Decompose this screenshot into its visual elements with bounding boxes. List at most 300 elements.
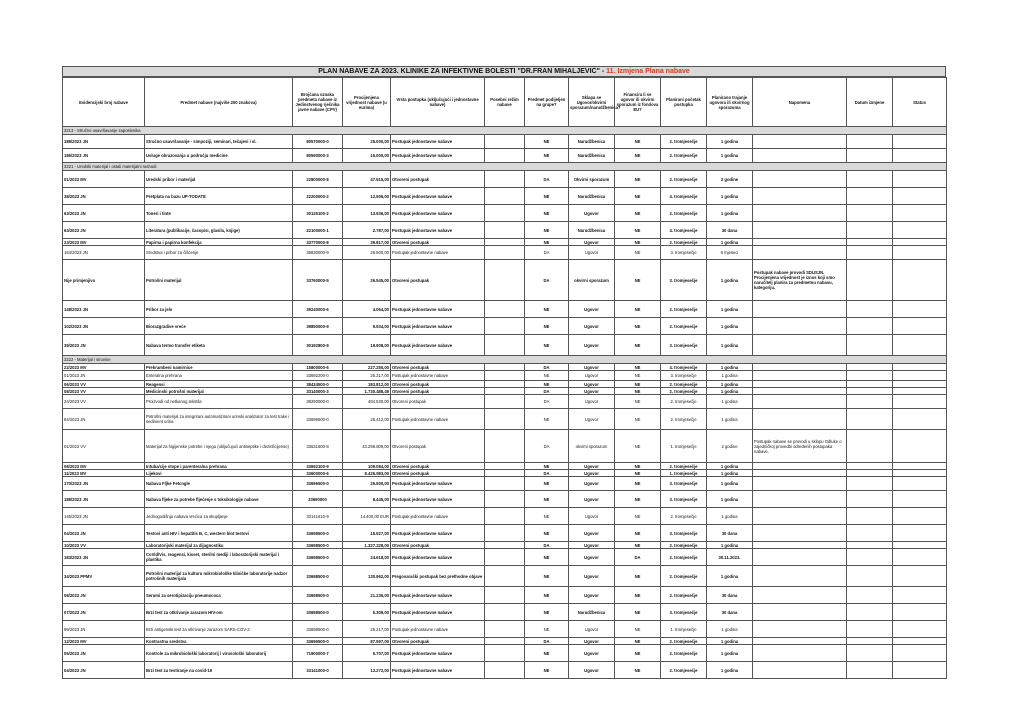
table-cell — [847, 239, 893, 246]
table-cell: Ugovor — [569, 566, 615, 587]
table-cell: Uredski pribor i materijal — [145, 171, 293, 188]
table-cell: NE — [615, 587, 661, 604]
table-cell: NE — [525, 587, 569, 604]
table-cell: Kontrastna sredstva — [145, 638, 293, 645]
table-cell: Literatura (publikacije, časopisi, glasila, knjige) — [145, 222, 293, 239]
table-cell — [893, 477, 947, 491]
table-cell — [893, 470, 947, 477]
table-cell: Postupak jednostavne nabave — [391, 477, 485, 491]
table-cell: NE — [615, 508, 661, 525]
table-cell: Serumi za serotipizaciju pneumococa — [145, 587, 293, 604]
table-cell: 1 godina — [707, 381, 753, 388]
table-cell: Otvoreni postupak — [391, 395, 485, 409]
table-cell: 5.309,00 — [343, 604, 391, 621]
table-cell: 30 dana — [707, 604, 753, 621]
table-row — [63, 430, 947, 463]
table-cell: Papirna i papirna konfekcija — [145, 239, 293, 246]
table-cell: 2. tromjesečje — [661, 587, 707, 604]
table-cell — [485, 246, 525, 260]
table-cell: NE — [525, 645, 569, 662]
table-cell: 39/2023 JN — [63, 335, 145, 356]
table-cell: Biorazgradive vreće — [145, 318, 293, 335]
table-cell — [893, 171, 947, 188]
table-cell: NE — [615, 604, 661, 621]
table-cell — [485, 549, 525, 566]
table-cell: Laboratorijski materijal za dijagnostiku — [145, 542, 293, 549]
table-cell: Narudžbenica — [569, 135, 615, 149]
table-cell: Ugovor — [569, 491, 615, 508]
table-cell — [485, 149, 525, 163]
table-cell: 3. tromjesečje — [661, 477, 707, 491]
table-cell — [753, 222, 847, 239]
column-header: Status — [893, 78, 947, 127]
table-cell: 33140000-3 — [293, 388, 343, 395]
table-row — [63, 508, 947, 525]
table-cell: 30192800-9 — [293, 335, 343, 356]
table-cell: Postupak nabave se provodi u sklopu Odluke o zajedničkoj provedbi određenih postupaka nabave. — [753, 430, 847, 463]
table-cell: 145/2023 JN — [63, 508, 145, 525]
table-cell: 19.908,00 — [343, 335, 391, 356]
column-header: Planirani početak postupka — [661, 78, 707, 127]
table-cell — [893, 371, 947, 381]
table-cell: NE — [615, 301, 661, 318]
table-cell: 06/2023 VV — [63, 381, 145, 388]
table-cell: Otvoreni postupak — [391, 260, 485, 301]
table-cell — [485, 260, 525, 301]
table-cell — [893, 587, 947, 604]
table-cell: 1 godina — [707, 542, 753, 549]
table-cell: Narudžbenica — [569, 604, 615, 621]
table-cell: 109.084,00 — [343, 463, 391, 470]
table-cell: Ugovor — [569, 246, 615, 260]
table-cell: 1 godina — [707, 205, 753, 222]
table-cell: Ugovor — [569, 335, 615, 356]
table-cell: Ugovor — [569, 549, 615, 566]
table-cell: NE — [525, 409, 569, 430]
table-cell — [485, 566, 525, 587]
table-cell: 188/2023 JN — [63, 491, 145, 508]
table-cell: 34/2023 PPMV — [63, 566, 145, 587]
header-row — [63, 78, 947, 127]
table-cell — [485, 470, 525, 477]
table-cell: 3. tromjesečje — [661, 246, 707, 260]
table-cell — [847, 318, 893, 335]
table-cell: DA — [525, 364, 569, 371]
table-row — [63, 301, 947, 318]
table-cell: 33698500-0 — [293, 587, 343, 604]
table-cell: 22800000-8 — [293, 171, 343, 188]
table-cell — [485, 371, 525, 381]
table-cell: 26.500,00 — [343, 246, 391, 260]
table-cell: NE — [525, 371, 569, 381]
table-row — [63, 463, 947, 470]
table-cell: 33698500-0 — [293, 549, 343, 566]
table-cell: NE — [615, 491, 661, 508]
table-cell — [753, 318, 847, 335]
table-cell: 33770000-8 — [293, 239, 343, 246]
table-cell: 8.445,00 — [343, 491, 391, 508]
table-cell — [753, 587, 847, 604]
table-cell: Nabava Fljke Fetcngle — [145, 477, 293, 491]
table-cell: NE — [615, 638, 661, 645]
table-cell — [893, 566, 947, 587]
table-cell: Proizvodi od netkanog tekstila — [145, 395, 293, 409]
table-cell: Postupak jednostavne nabave — [391, 409, 485, 430]
table-cell: 33690000 — [293, 491, 343, 508]
table-cell — [485, 604, 525, 621]
table-cell: NE — [615, 135, 661, 149]
table-cell: Reagensi — [145, 381, 293, 388]
table-cell: Narudžbenica — [569, 188, 615, 205]
table-cell — [893, 621, 947, 638]
table-cell: Postupak jednostavne nabave — [391, 371, 485, 381]
table-cell: 26.412,00 — [343, 409, 391, 430]
table-cell — [485, 318, 525, 335]
title-main: PLAN NABAVE ZA 2023. KLINIKE ZA INFEKTIVNE BOLESTI "DR.FRAN MIHALJEVIĆ" - — [318, 68, 607, 75]
table-cell: 39290000-0 — [293, 395, 343, 409]
table-cell: 1.327.228,00 — [343, 542, 391, 549]
table-cell: 2. tromjesečje — [661, 409, 707, 430]
table-cell: Postupak jednostavne nabave — [391, 301, 485, 318]
table-cell — [485, 638, 525, 645]
table-cell: NE — [525, 491, 569, 508]
table-cell: 26.545,00 — [343, 260, 391, 301]
table-cell: NE — [525, 188, 569, 205]
table-cell: 2. tromjesečje — [661, 381, 707, 388]
table-cell: NE — [615, 239, 661, 246]
table-cell — [847, 587, 893, 604]
table-cell: 14.400,00 EUR — [343, 508, 391, 525]
table-cell: Otvoreni postupak — [391, 463, 485, 470]
table-cell: Ugovor — [569, 645, 615, 662]
page-title — [62, 66, 946, 77]
table-cell: Toneri i tinte — [145, 205, 293, 222]
table-cell — [893, 149, 947, 163]
table-cell — [485, 135, 525, 149]
table-cell: 43.296.809,00 — [343, 430, 391, 463]
table-cell — [485, 662, 525, 679]
table-cell: Otvoreni postupak — [391, 430, 485, 463]
table-cell: Postupak jednostavne nabave — [391, 149, 485, 163]
table-cell: 3. tromjesečje — [661, 491, 707, 508]
table-cell — [753, 604, 847, 621]
table-cell: Ugovor — [569, 388, 615, 395]
table-cell: Brzi test za otkrivanje zarazom HIV-om — [145, 604, 293, 621]
table-cell — [753, 364, 847, 371]
table-cell: 2. tromjesečje — [661, 395, 707, 409]
table-cell — [893, 205, 947, 222]
table-cell: DA — [525, 430, 569, 463]
table-cell — [847, 463, 893, 470]
table-cell: 24/2023 VV — [63, 395, 145, 409]
table-cell: 13.272,00 — [343, 662, 391, 679]
table-row — [63, 135, 947, 149]
table-cell: NE — [525, 135, 569, 149]
table-cell: 8.426.983,00 — [343, 470, 391, 477]
table-cell: NE — [615, 477, 661, 491]
table-cell — [753, 246, 847, 260]
table-cell: 186/2023 JN — [63, 149, 145, 163]
table-cell: 2.787,00 — [343, 222, 391, 239]
table-cell: 183/2023 JN — [63, 549, 145, 566]
table-cell: Nabava fljeke za potrebe fljećenje s toksikologije nabave — [145, 491, 293, 508]
table-cell: Otvoreni postupak — [391, 364, 485, 371]
table-cell — [893, 388, 947, 395]
table-cell: 12.506,00 — [343, 188, 391, 205]
table-row — [63, 645, 947, 662]
table-cell — [753, 388, 847, 395]
table-cell: NE — [525, 205, 569, 222]
table-cell — [753, 508, 847, 525]
section-title: 3213 - Stručno usavršavanje zaposlenika — [63, 127, 947, 135]
table-cell: NE — [525, 381, 569, 388]
table-cell — [893, 662, 947, 679]
table-cell — [847, 335, 893, 356]
table-cell: Prehrambeni namirnice — [145, 364, 293, 371]
table-cell: 3. tromjesečje — [661, 371, 707, 381]
table-cell: Ugovor — [569, 381, 615, 388]
table-cell: Pregovarački postupak bez prethodne objave — [391, 566, 485, 587]
table-cell: 01/2023 VV — [63, 430, 145, 463]
table-cell: Postupak jednostavne nabave — [391, 604, 485, 621]
table-cell — [485, 381, 525, 388]
table-cell — [893, 508, 947, 525]
table-cell — [753, 491, 847, 508]
table-cell — [847, 188, 893, 205]
section-row — [63, 127, 947, 135]
table-cell: Ugovor — [569, 621, 615, 638]
table-cell: Ugovor — [569, 239, 615, 246]
table-cell: NE — [525, 463, 569, 470]
table-cell: NE — [615, 381, 661, 388]
section-title: 3222 - Materijal i sirovine — [63, 356, 947, 364]
table-cell — [893, 239, 947, 246]
table-cell: Narudžbenica — [569, 222, 615, 239]
column-header: Posebni režim nabave — [485, 78, 525, 127]
table-cell: 25.500,00 — [343, 477, 391, 491]
table-cell — [485, 587, 525, 604]
table-cell: 1 godina — [707, 395, 753, 409]
table-row — [63, 388, 947, 395]
table-cell: 102/2023 JN — [63, 318, 145, 335]
table-cell: 30.11.2023. — [707, 549, 753, 566]
table-cell: Postupak jednostavne nabave — [391, 318, 485, 335]
table-cell — [847, 525, 893, 542]
table-cell: 11/2023 MV — [63, 470, 145, 477]
table-cell: 71900000-7 — [293, 645, 343, 662]
table-cell: Kontrole za mikrobiološki laboratorij i virusološki laboratorij — [145, 645, 293, 662]
table-cell: NE — [615, 470, 661, 477]
table-row — [63, 566, 947, 587]
table-cell: 2. tromjesečje — [661, 508, 707, 525]
table-cell: 15.000,00 — [343, 149, 391, 163]
table-cell: 24.618,00 — [343, 549, 391, 566]
table-cell — [893, 604, 947, 621]
table-cell: 38434500-0 — [293, 381, 343, 388]
table-cell — [753, 395, 847, 409]
table-cell: NE — [615, 395, 661, 409]
table-cell: 4. tromjesečje — [661, 364, 707, 371]
table-cell: 33698500-0 — [293, 525, 343, 542]
table-cell: 1 godina — [707, 645, 753, 662]
table-cell: 1 godina — [707, 371, 753, 381]
table-cell — [753, 149, 847, 163]
table-cell — [753, 239, 847, 246]
table-cell — [485, 477, 525, 491]
table-cell: 33141000-0 — [293, 662, 343, 679]
table-cell: NE — [525, 335, 569, 356]
table-cell — [753, 566, 847, 587]
table-cell — [893, 491, 947, 508]
table-row — [63, 222, 947, 239]
table-cell — [753, 205, 847, 222]
table-cell — [485, 525, 525, 542]
table-row — [63, 260, 947, 301]
table-cell — [893, 381, 947, 388]
column-header: Datum izmjene — [847, 78, 893, 127]
table-cell — [485, 430, 525, 463]
table-cell — [893, 549, 947, 566]
table-cell: 21.236,00 — [343, 587, 391, 604]
table-cell: NE — [525, 604, 569, 621]
table-cell: 2. tromjesečje — [661, 149, 707, 163]
table-cell — [753, 409, 847, 430]
table-cell: NE — [525, 149, 569, 163]
table-cell: Postupak jednostavne nabave — [391, 549, 485, 566]
table-cell: 1 godina — [707, 409, 753, 430]
table-cell: Usluge obrazovanja u području medicine — [145, 149, 293, 163]
table-cell: 33698500-0 — [293, 604, 343, 621]
table-cell — [485, 395, 525, 409]
table-cell: Ugovor — [569, 525, 615, 542]
table-cell: Potrošni materijal — [145, 260, 293, 301]
table-cell: 2. tromjesečje — [661, 388, 707, 395]
column-header: Predmet podijeljen na grupe? — [525, 78, 569, 127]
table-cell — [847, 645, 893, 662]
table-cell: Postupak jednostavne nabave — [391, 246, 485, 260]
table-cell — [847, 491, 893, 508]
table-cell: 39850000-9 — [293, 318, 343, 335]
table-cell: 4. tromjesečje — [661, 188, 707, 205]
table-cell — [893, 318, 947, 335]
table-cell: Otvoreni postupak — [391, 171, 485, 188]
table-cell — [893, 135, 947, 149]
table-cell — [485, 335, 525, 356]
table-cell — [485, 409, 525, 430]
table-cell: 33141610-9 — [293, 508, 343, 525]
table-cell: 22200000-2 — [293, 188, 343, 205]
table-cell — [893, 335, 947, 356]
table-cell — [847, 508, 893, 525]
table-cell: NE — [615, 188, 661, 205]
table-cell: Ugovor — [569, 477, 615, 491]
table-row — [63, 604, 947, 621]
table-cell: NE — [525, 508, 569, 525]
table-cell: 2. tromjesečje — [661, 318, 707, 335]
table-cell: NE — [615, 645, 661, 662]
table-cell — [847, 260, 893, 301]
table-cell: Ugovor — [569, 463, 615, 470]
table-cell: Otvoreni postupak — [391, 381, 485, 388]
table-cell — [485, 222, 525, 239]
table-cell: CoVid/Vis, reagensi, kisset, sterilni mediji i laboratorijski materijal i plastika — [145, 549, 293, 566]
table-cell: 2. tromjesečje — [661, 171, 707, 188]
table-cell: NE — [615, 525, 661, 542]
table-cell: Testovi anti HIV i hepatitis B, C, western blot testovi — [145, 525, 293, 542]
table-cell — [485, 364, 525, 371]
table-cell — [485, 388, 525, 395]
table-cell: 484.530,00 — [343, 395, 391, 409]
table-cell: 1. tromjesečje — [661, 430, 707, 463]
table-cell: Pretplata na bazu UP-TODATE — [145, 188, 293, 205]
table-cell: Postupak jednostavne nabave — [391, 222, 485, 239]
table-cell: 15800000-6 — [293, 364, 343, 371]
column-header: Planirano trajanje ugovora ili okvirnog sporazuma — [707, 78, 753, 127]
table-cell: okvirni sporazum — [569, 430, 615, 463]
table-cell: okvirni sporazum — [569, 260, 615, 301]
table-cell: 1 godina — [707, 239, 753, 246]
table-cell: Pribor za jelo — [145, 301, 293, 318]
table-cell: 22100000-1 — [293, 222, 343, 239]
table-cell — [753, 525, 847, 542]
table-cell: 25.217,00 — [343, 371, 391, 381]
table-row — [63, 149, 947, 163]
table-row — [63, 246, 947, 260]
table-cell: Sredstva i pribor za čišćenje — [145, 246, 293, 260]
table-cell — [893, 409, 947, 430]
table-cell: 2. tromjesečje — [661, 662, 707, 679]
table-cell: Ugovor — [569, 364, 615, 371]
table-cell — [753, 477, 847, 491]
table-cell: DA — [525, 542, 569, 549]
table-cell: Potrošni materijal za integrirani automatizirani urinski analizator za test trake i sediment urina — [145, 409, 293, 430]
table-cell — [847, 364, 893, 371]
table-cell: 33631600-8 — [293, 430, 343, 463]
table-cell: 1 godina — [707, 364, 753, 371]
table-cell: NE — [525, 662, 569, 679]
section-row — [63, 163, 947, 171]
table-cell: 04/2023 JN — [63, 525, 145, 542]
table-cell: 1 godina — [707, 566, 753, 587]
table-cell: 63/2023 JN — [63, 205, 145, 222]
table-cell — [893, 188, 947, 205]
table-cell — [847, 662, 893, 679]
table-cell: 39830000-9 — [293, 246, 343, 260]
table-cell — [753, 301, 847, 318]
table-cell: DA — [525, 395, 569, 409]
table-cell: 10/2023 VV — [63, 542, 145, 549]
table-cell: 33692200-0 — [293, 371, 343, 381]
table-cell — [893, 395, 947, 409]
table-cell: Intuba/cije stope i parenteralna prehrana — [145, 463, 293, 470]
table-cell — [485, 491, 525, 508]
table-cell: 2. tromjesečje — [661, 549, 707, 566]
table-cell: Ugovor — [569, 638, 615, 645]
table-cell: 33692100-9 — [293, 463, 343, 470]
table-cell: 1 godina — [707, 135, 753, 149]
table-cell: 13.936,00 — [343, 205, 391, 222]
table-cell: 1 godina — [707, 301, 753, 318]
table-cell: Postupak jednostavne nabave — [391, 188, 485, 205]
table-cell — [753, 638, 847, 645]
table-cell — [893, 301, 947, 318]
table-cell — [485, 301, 525, 318]
table-cell — [847, 549, 893, 566]
table-cell: 2 godine — [707, 171, 753, 188]
table-cell: DA — [525, 260, 569, 301]
table-cell: 39.817,00 — [343, 239, 391, 246]
table-cell: Ugovor — [569, 470, 615, 477]
